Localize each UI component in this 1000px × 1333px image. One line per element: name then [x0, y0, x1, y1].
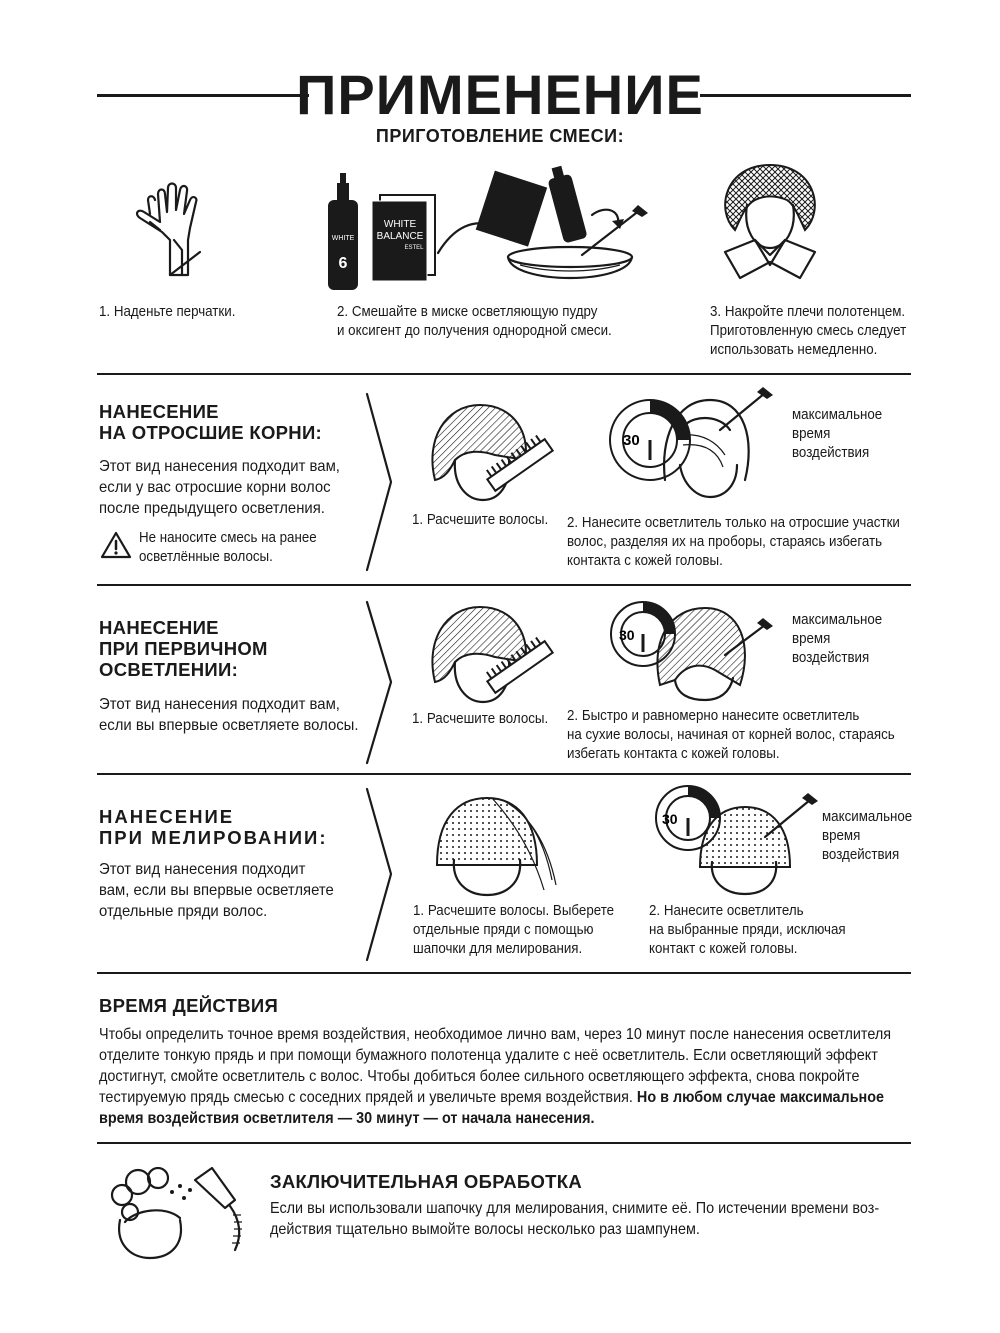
highlight-step2-line3: контакт с кожей головы. — [649, 941, 798, 957]
highlight-step2-line1: 2. Нанесите осветлитель — [649, 903, 804, 919]
roots-warning-line1: Не наносите смесь на ранее — [139, 530, 317, 546]
primary-timer-label-line3: воздействия — [792, 650, 870, 666]
primary-desc-line1: Этот вид нанесения подходит вам, — [99, 696, 340, 713]
highlight-desc-line2: вам, если вы впервые осветляете — [99, 882, 334, 899]
primary-step2-line1: 2. Быстро и равномерно нанесите осветлитель — [567, 708, 860, 724]
roots-step2-line1: 2. Нанесите осветлитель только на отросшие участки — [567, 515, 900, 531]
primary-timer-label-line1: максимальное — [792, 612, 883, 628]
primary-desc-line2: если вы впервые осветляете волосы. — [99, 717, 359, 734]
roots-heading-line2: НА ОТРОСШИЕ КОРНИ: — [99, 422, 323, 443]
timer-brush-head-icon — [605, 385, 775, 505]
prep-step2-line1: 2. Смешайте в миске осветляющую пудру — [337, 304, 598, 320]
primary-timer-label-line2: время — [792, 631, 831, 647]
roots-timer-label-line3: воздействия — [792, 445, 870, 461]
mixing-bowl-icon — [320, 165, 650, 295]
highlight-cap-head-icon — [432, 790, 562, 900]
roots-step2-line2: волос, разделяя их на проборы, стараясь избегать — [567, 534, 883, 550]
time-line1: Чтобы определить точное время воздействия, необходимое лично вам, через 10 минут после нанесения осветлителя — [99, 1026, 892, 1043]
highlight-heading-line1: НАНЕСЕНИЕ — [99, 806, 235, 827]
divider-4 — [97, 972, 911, 974]
towel-head-icon — [715, 160, 825, 285]
highlight-timer-label-line3: воздействия — [822, 847, 900, 863]
time-line2: отделите тонкую прядь и при помощи бумажного полотенца удалите с неё осветлитель. Если осветляющий эффект — [99, 1047, 878, 1064]
primary-heading-line1: НАНЕСЕНИЕ — [99, 617, 219, 638]
prep-step3-line2: Приготовленную смесь следует — [710, 323, 907, 339]
divider-5 — [97, 1142, 911, 1144]
divider-1 — [97, 373, 911, 375]
timer-minutes: 30 — [662, 811, 678, 827]
prep-step3-line1: 3. Накройте плечи полотенцем. — [710, 304, 906, 320]
roots-desc-line3: после предыдущего осветления. — [99, 500, 325, 517]
comb-head-icon — [425, 602, 555, 707]
sachet-maker: ESTEL — [404, 245, 424, 251]
highlight-desc-line1: Этот вид нанесения подходит — [99, 861, 306, 878]
chevron-right-icon — [365, 600, 395, 765]
chevron-right-icon — [365, 787, 395, 962]
time-heading: ВРЕМЯ ДЕЙСТВИЯ — [99, 995, 279, 1016]
time-line4 — [99, 1087, 914, 1108]
roots-step2-line3: контакта с кожей головы. — [567, 553, 723, 569]
roots-timer-label-line1: максимальное — [792, 407, 883, 423]
gloves-icon — [120, 180, 220, 280]
time-line3: достигнут, смойте осветлитель с волос. Чтобы добиться более сильного осветляющего эффекта, снова покройте — [99, 1068, 860, 1085]
roots-step1-caption: 1. Расчешите волосы. — [412, 512, 549, 528]
mix-subtitle: ПРИГОТОВЛЕНИЕ СМЕСИ: — [375, 126, 625, 146]
bottle-number-text: 6 — [338, 255, 348, 272]
time-line5: время воздействия осветлителя — 30 минут — от начала нанесения. — [99, 1110, 595, 1127]
divider-3 — [97, 773, 911, 775]
highlight-step2-line2: на выбранные пряди, исключая — [649, 922, 846, 938]
highlight-step1-line1: 1. Расчешите волосы. Выберете — [413, 903, 615, 919]
primary-step1-caption: 1. Расчешите волосы. — [412, 711, 549, 727]
page-title: ПРИМЕНЕНИЕ — [296, 63, 704, 126]
roots-warning-line2: осветлённые волосы. — [139, 549, 273, 565]
shower-wash-icon — [100, 1160, 250, 1260]
chevron-right-icon — [365, 392, 395, 572]
highlight-step1-line2: отдельные пряди с помощью — [413, 922, 594, 938]
primary-step2-line2: на сухие волосы, начиная от корней волос, стараясь — [567, 727, 895, 743]
timer-minutes: 30 — [623, 432, 640, 449]
prep-step2-line2: и оксигент до получения однородной смеси. — [337, 323, 612, 339]
timer-brush-cap-icon — [650, 782, 820, 897]
roots-desc-line2: если у вас отросшие корни волос — [99, 479, 331, 496]
prep-step3-line3: использовать немедленно. — [710, 342, 878, 358]
primary-heading-line3: ОСВЕТЛЕНИИ: — [99, 659, 239, 680]
divider-2 — [97, 584, 911, 586]
time-line4-bold: Но в любом случае максимальное — [636, 1089, 885, 1106]
final-line2: действия тщательно вымойте волосы несколько раз шампунем. — [270, 1221, 700, 1238]
highlight-timer-label-line2: время — [822, 828, 861, 844]
highlight-desc-line3: отдельные пряди волос. — [99, 903, 268, 920]
primary-step2-line3: избегать контакта с кожей головы. — [567, 746, 780, 762]
timer-minutes: 30 — [619, 627, 635, 643]
warning-icon — [99, 530, 133, 560]
time-line4-text: тестируемую прядь смесью с соседних прядей и увеличьте время воздействия. — [99, 1089, 637, 1106]
final-heading: ЗАКЛЮЧИТЕЛЬНАЯ ОБРАБОТКА — [270, 1171, 583, 1192]
roots-timer-label-line2: время — [792, 426, 831, 442]
prep-step1-caption: 1. Наденьте перчатки. — [99, 304, 236, 320]
timer-brush-head-icon — [605, 600, 775, 700]
highlight-heading-line2: ПРИ МЕЛИРОВАНИИ: — [99, 827, 328, 848]
final-line1: Если вы использовали шапочку для мелирования, снимите её. По истечении времени воз- — [270, 1200, 880, 1217]
comb-head-icon — [425, 400, 555, 505]
roots-heading-line1: НАНЕСЕНИЕ — [99, 401, 219, 422]
roots-desc-line1: Этот вид нанесения подходит вам, — [99, 458, 340, 475]
highlight-step1-line3: шапочки для мелирования. — [413, 941, 583, 957]
highlight-timer-label-line1: максимальное — [822, 809, 913, 825]
primary-heading-line2: ПРИ ПЕРВИЧНОМ — [99, 638, 268, 659]
bottle-brand-text: WHITE — [331, 235, 355, 242]
sachet-brand-l2: BALANCE — [376, 231, 424, 242]
sachet-brand-l1: WHITE — [383, 219, 417, 230]
